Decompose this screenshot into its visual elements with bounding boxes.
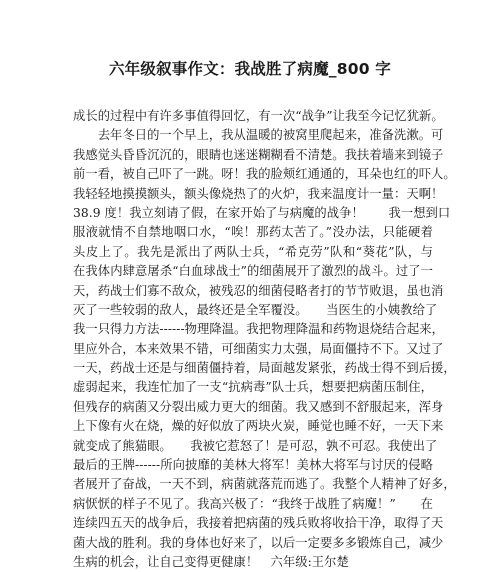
article-line: 虚弱起来，我连忙加了一支“抗病毒”队士兵，想要把病菌压制住， <box>73 380 433 395</box>
article-line: 灭了一些较弱的敌人，最终还是全军覆没。 当医生的小姨教给了 <box>73 302 438 317</box>
article-line: 菌大战的胜利。我的身体也好来了，以后一定要多多锻炼自己，减少 <box>73 535 444 550</box>
article-line: 病恹恹的样子不见了。我高兴极了：“我终于战胜了病魔！” 在 <box>73 496 433 511</box>
article-line: 就变成了熊猫眼。 我被它惹怒了！是可忍，孰不可忍。我使出了 <box>73 438 438 453</box>
article-line: 但残存的病菌又分裂出威力更大的细菌。我又感到不舒服起来，浑身 <box>73 399 444 414</box>
article-line: 在我体内肆意屠杀“白血球战士”的细菌展开了激烈的战斗。过了一 <box>73 264 433 279</box>
article-title: 六年级叙事作文：我战胜了病魔_800 字 <box>108 60 391 78</box>
article-line: 我轻轻地摸摸额头，额头像烧热了的火炉，我来温度计一量：天啊！ <box>73 186 444 201</box>
article-line: 我感觉头昏昏沉沉的，眼睛也迷迷糊糊看不清楚。我扶着墙来到镜子 <box>73 147 444 162</box>
article-line: 38.9 度！我立刻请了假，在家开始了与病魔的战争！ 我一想到口 <box>73 205 451 220</box>
article-line: 上下像有火在烧，燥的好似放了两块火炭，睡觉也睡不好，一天下来 <box>73 419 444 434</box>
article-line: 生病的机会，让自己变得更健康！ 六年级:王尔楚 <box>73 554 349 569</box>
article-line: 连续四五天的战争后，我接着把病菌的残兵败将收拾干净，取得了天 <box>73 516 444 531</box>
article-line: 里应外合，本来效果不错，可细菌实力太强，局面僵持不下。又过了 <box>73 341 444 356</box>
article-line: 天，药战士们寡不敌众，被残忍的细菌侵略者打的节节败退，虽也消 <box>73 283 444 298</box>
article-body <box>73 107 456 572</box>
article-line: 服液就情不自禁地咽口水，“唉！那药太苦了。”没办法，只能硬着 <box>73 225 433 240</box>
article-line: 一天，药战士还是与细菌僵持着，局面越发紧张，药战士得不到后援， <box>73 361 456 376</box>
article-line: 我一只得力方法------物理降温。我把物理降温和药物退烧结合起来， <box>73 322 444 337</box>
article-line: 前一看，被自己吓了一跳。呀！我的脸颊红通通的，耳朵也红的吓人。 <box>73 167 456 182</box>
article-line: 者展开了奋战，一天不到，病菌就落荒而逃了。我整个人精神了好多， <box>73 477 456 492</box>
article-line: 最后的王牌------所向披靡的美林大将军！美林大将军与讨厌的侵略 <box>73 458 433 473</box>
article-line: 头皮上了。我先是派出了两队士兵，“希克劳”队和“葵花”队，与 <box>73 244 433 259</box>
article-line: 成长的过程中有许多事值得回忆，有一次“战争”让我至今记忆犹新。 <box>73 109 444 123</box>
article-line: 去年冬日的一个早上，我从温暖的被窝里爬起来，准备洗漱。可 <box>73 128 444 143</box>
